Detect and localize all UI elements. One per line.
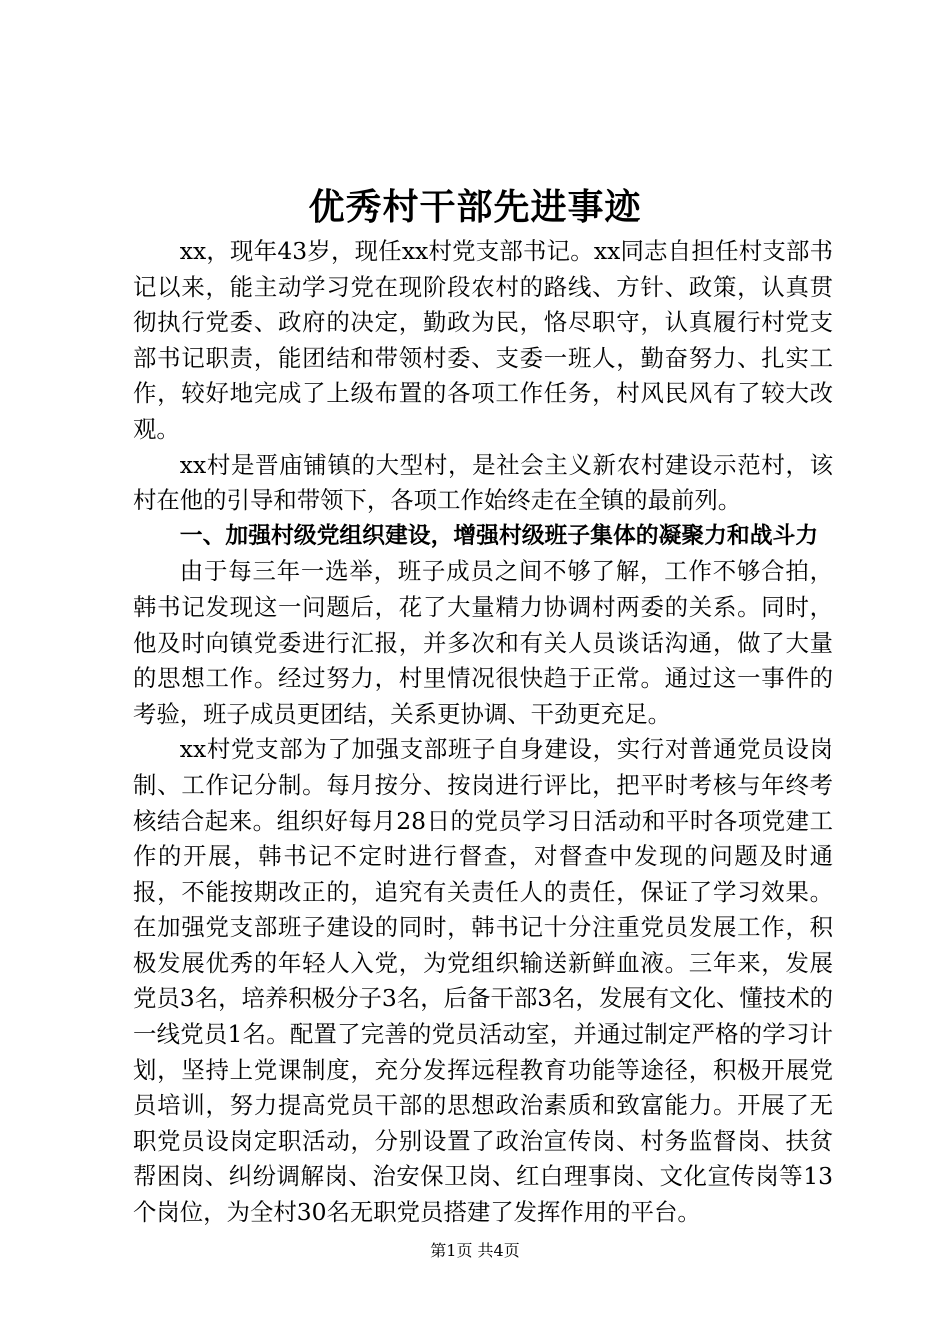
document-title: 优秀村干部先进事迹: [308, 187, 642, 228]
section-heading: 一、加强村级党组织建设，增强村级班子集体的凝聚力和战斗力: [179, 522, 819, 549]
page-footer: 第1页 共4页: [430, 1241, 520, 1260]
paragraph-village: xx村是晋庙铺镇的大型村，是社会主义新农村建设示范村，该村在他的引导和带领下，各项工作始终走在全镇的最前列。: [133, 450, 833, 515]
paragraph-intro: xx，现年43岁，现任xx村党支部书记。xx同志自担任村支部书记以来，能主动学习党在现阶段农村的路线、方针、政策，认真贯彻执行党委、政府的决定，勤政为民，恪尽职守，认真履行村党支部书记职责，能团结和带领村委、支委一班人，勤奋努力、扎实工作，较好地完成了上级布置的各项工作任务，村风民风有了较大改观。: [133, 237, 833, 443]
paragraph-party-building: xx村党支部为了加强支部班子自身建设，实行对普通党员设岗制、工作记分制。每月按分、按岗进行评比，把平时考核与年终考核结合起来。组织好每月28日的党员学习日活动和平时各项党建工作的开展，韩书记不定时进行督查，对督查中发现的问题及时通报，不能按期改正的，追究有关责任人的责任，保证了学习效果。在加强党支部班子建设的同时，韩书记十分注重党员发展工作，积极发展优秀的年轻人入党，为党组织输送新鲜血液。三年来，发展党员3名，培养积极分子3名，后备干部3名，发展有文化、懂技术的一线党员1名。配置了完善的党员活动室，并通过制定严格的学习计划，坚持上党课制度，充分发挥远程教育功能等途径，积极开展党员培训，努力提高党员干部的思想政治素质和致富能力。开展了无职党员设岗定职活动，分别设置了政治宣传岗、村务监督岗、扶贫帮困岗、纠纷调解岗、治安保卫岗、红白理事岗、文化宣传岗等13个岗位，为全村30名无职党员搭建了发挥作用的平台。: [133, 735, 833, 1227]
paragraph-coordination: 由于每三年一选举，班子成员之间不够了解，工作不够合拍，韩书记发现这一问题后，花了大量精力协调村两委的关系。同时，他及时向镇党委进行汇报，并多次和有关人员谈话沟通，做了大量的思想工作。经过努力，村里情况很快趋于正常。通过这一事件的考验，班子成员更团结，关系更协调、干劲更充足。: [133, 557, 833, 728]
document-body: [133, 234, 833, 1231]
